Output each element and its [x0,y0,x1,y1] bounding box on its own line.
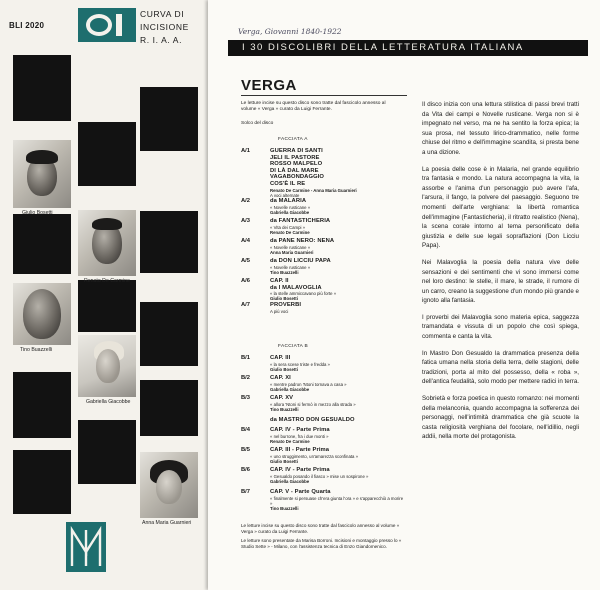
handwritten-annotation: Verga, Giovanni 1840-1922 [238,27,342,36]
portrait-renato-de-carmine [78,210,136,276]
production-notes: Le letture incise su questo disco sono tratte dal fascicolo annesso al volume « Verga » curato da Luigi Ferrante. Le letture sono presentate da Marisa Borroni. Incisioni e montaggio presso lo « Studio Sette » - Milano, con l'assistenza tecnica di Enzo Giandomenico. [241,523,402,549]
caption-reader: Tino Buazzelli [20,347,53,353]
decor-block [140,302,198,366]
intro-note: Le letture incise su questo disco sono tratte dal fascicolo annesso al volume « Verga » curato da Luigi Ferrante. [241,101,386,112]
portrait-anna-maria-guarnieri [140,452,198,518]
series-banner: I 30 DISCOLIBRI DELLA LETTERATURA ITALIANA [228,40,588,56]
essay-paragraph: Il disco inizia con una lettura stilistica di passi brevi tratti da Vita dei campi e Novelle rusticane. Verga non si è impegnato nel verso, ma ne ha sentito la forza epica; la sua prosa, nel tessuto lirico-drammatico, nelle forme chiuse del ritmo e dell'immagine scandita, si presta bene a una dizione. [422,101,579,156]
decor-block [78,420,136,484]
decor-block [13,214,71,274]
portrait-tino-buazzelli [13,283,71,345]
decor-block [140,211,198,273]
caption-reader: Renato De Carmine [84,278,130,284]
essay-paragraph: In Mastro Don Gesualdo la drammatica presenza della fatica umana nella storia della terra, delle stagioni, delle tradizioni, porta al mito del possesso, della « roba », dell'antica feudalità, solo modo per mettere radici in terra. [422,349,579,386]
caption-reader: Giulio Bosetti [22,210,53,216]
side-a-heading: FACCIATA A [278,137,308,142]
divider [241,95,407,96]
decor-block [78,122,136,186]
caption-reader: Gabriella Giacobbe [86,399,131,405]
catalog-number: BLI 2020 [9,21,45,30]
groove-label: Solco del disco [241,121,274,126]
decor-block [13,55,71,121]
liner-notes-panel: Verga, Giovanni 1840-1922 I 30 DISCOLIBRI DELLA LETTERATURA ITALIANA VERGA Le letture incise su questo disco sono tratte dal fascicolo annesso al volume « Verga » curato da Luigi Ferrante. Solco del disco FACCIATA A A/1 GUERRA DI SANTI JELI IL PASTORE ROSSO MALPELO DI LÀ DAL MARE VAGABONDAGGIO COS'È IL RE Renato De Carmine - Anna Maria Guarnieri A voci alternate A/2 da MALARIA « Novelle rusticane » Gabriella Giacobbe A/3 da FANTASTICHERIA « Vita dei Campi » Renato De Carmine A/4 da PANE NERO: NENA « Novelle rusticane » Anna Maria Guarnieri A/5 da DON LICCIU PAPA « Novelle rusticane » Tino Buazzelli A/6 CAP. II da I MALAVOGLIA « la stelle ammiccavano più forte » Giulio Bosetti A/7 PROVERBI A più voci FACCIATA B B/1 CAP. III « la sera scese triste e fredda » Giulio Bosetti B/2 CAP. XI « mentre padron 'Ntoni tornava a casa » Gabriella Giacobbe B/3 CAP. XV « allora 'Ntoni si fermò in mezzo alla strada » Tino Buazzelli da MASTRO DON GESUALDO B/4 CAP. IV - Parte Prima « nel burrone, fra i due monti » Renato De Carmine B/5 CAP. III - Parte Prima « uno struggimento, un'amarezza sconfinata » Giulio Bosetti B/6 CAP. IV - Parte Prima « Gesualdo posando il fiasco » mise un sospirone » Gabriella Giacobbe B/7 CAP. V - Parte Quarta « finalmente si persuase ch'era giunta l'ora » e s'apparecchiò a morire » Tino Buazzelli Le letture incise su questo disco sono tratte dal fascicolo annesso al volume « Verga » curato da Luigi Ferrante. Le letture sono presentate da Marisa Borroni. Incisioni e montaggio presso lo « Studio Sette » - Milano, con l'assistenza tecnica di Enzo Giandomenico. Il disco inizia con una lettura stilistica di passi brevi tratti da Vita dei campi e Novelle rusticane. Verga non si è impegnato nel verso, ma ne ha sentito la forza epica; la sua prosa, nel tessuto lirico-drammatico, nelle forme chiuse del ritmo e dell'immagine scandita, si presta bene a una dizione. La poesia delle cose è in Malaria, nel grande equilibrio tra fantasia e mondo. La natura accompagna la vita, la assorbe e l'anima d'un personaggio può avere l'afa, l'arsura, il fango, la polvere del paesaggio. Seguono tre momenti dell'arte verghiana: la libertà romantica dell'immagine (Fantasticheria), il ritratto realistico (Nena), la scena corale intorno al tema personificato della giustizia e delle sue legali sopraffazioni (Don Licciu Papa). Nei Malavoglia la poesia della natura vive delle sensazioni e dei sentimenti che vi sono immersi come nel loro destino: le stelle, il mare, le strade, il rumore di un carro, creano la suggestione d'un mondo più grande e ignoto alla fantasia. I proverbi dei Malavoglia sono materia epica, saggezza tramandata e vissuta di un popolo che così spiega, commenta e canta la vita. In Mastro Don Gesualdo la drammatica presenza della fatica umana nella storia della terra, delle stagioni, delle tradizioni, porta al mito del possesso, della « roba », dell'antica feudalità, solo modo per mettere radici in terra. Sobrietà e forza poetica in questo romanzo: nei momenti della melanconia, quando accompagna la sofferenza dei personaggi, nell'intimità drammatica che già scuote la casta religiosità verghiana del focolare, nell'idillio, negli addii, nella morte del protagonista. [208,0,600,590]
cover-left-panel [0,0,208,590]
decor-block [13,450,71,514]
side-b-heading: FACCIATA B [278,344,309,349]
portrait-giulio-bosetti [13,140,71,208]
riaa-curve-note: CURVA DI INCISIONE R. I. A. A. [140,9,189,45]
portrait-gabriella-giacobbe [78,335,136,397]
essay-paragraph: I proverbi dei Malavoglia sono materia epica, saggezza tramandata e vissuta di un popolo che così spiega, commenta e canta la vita. [422,313,579,341]
essay-paragraph: Sobrietà e forza poetica in questo romanzo: nei momenti della melanconia, quando accompagna la sofferenza dei personaggi, nell'intimità drammatica che già scuote la casta religiosità verghiana del focolare, nell'idillio, negli addii, nella morte del protagonista. [422,395,579,441]
decor-block [140,87,198,151]
label-logo-icon [78,8,136,42]
essay-column [422,100,579,449]
decor-block [140,380,198,436]
essay-paragraph: La poesia delle cose è in Malaria, nel grande equilibrio tra fantasia e mondo. La natura accompagna la vita, la assorbe e l'anima d'un personaggio può avere l'afa, l'arsura, il fango, la polvere del paesaggio. Seguono tre momenti dell'arte verghiana: la libertà romantica dell'immagine (Fantasticheria), il ritratto realistico (Nena), la scena corale intorno al tema personificato della giustizia e delle sue legali sopraffazioni (Don Licciu Papa). [422,165,579,250]
caption-reader: Anna Maria Guarnieri [142,520,192,526]
publisher-monogram-icon [66,522,106,572]
decor-block [78,280,136,332]
author-title: VERGA [241,77,297,94]
essay-paragraph: Nei Malavoglia la poesia della natura vive delle sensazioni e dei sentimenti che vi sono immersi come nel loro destino: le stelle, il mare, le strade, il rumore di un carro, creano la suggestione d'un mondo più grande e ignoto alla fantasia. [422,258,579,305]
decor-block [13,372,71,438]
